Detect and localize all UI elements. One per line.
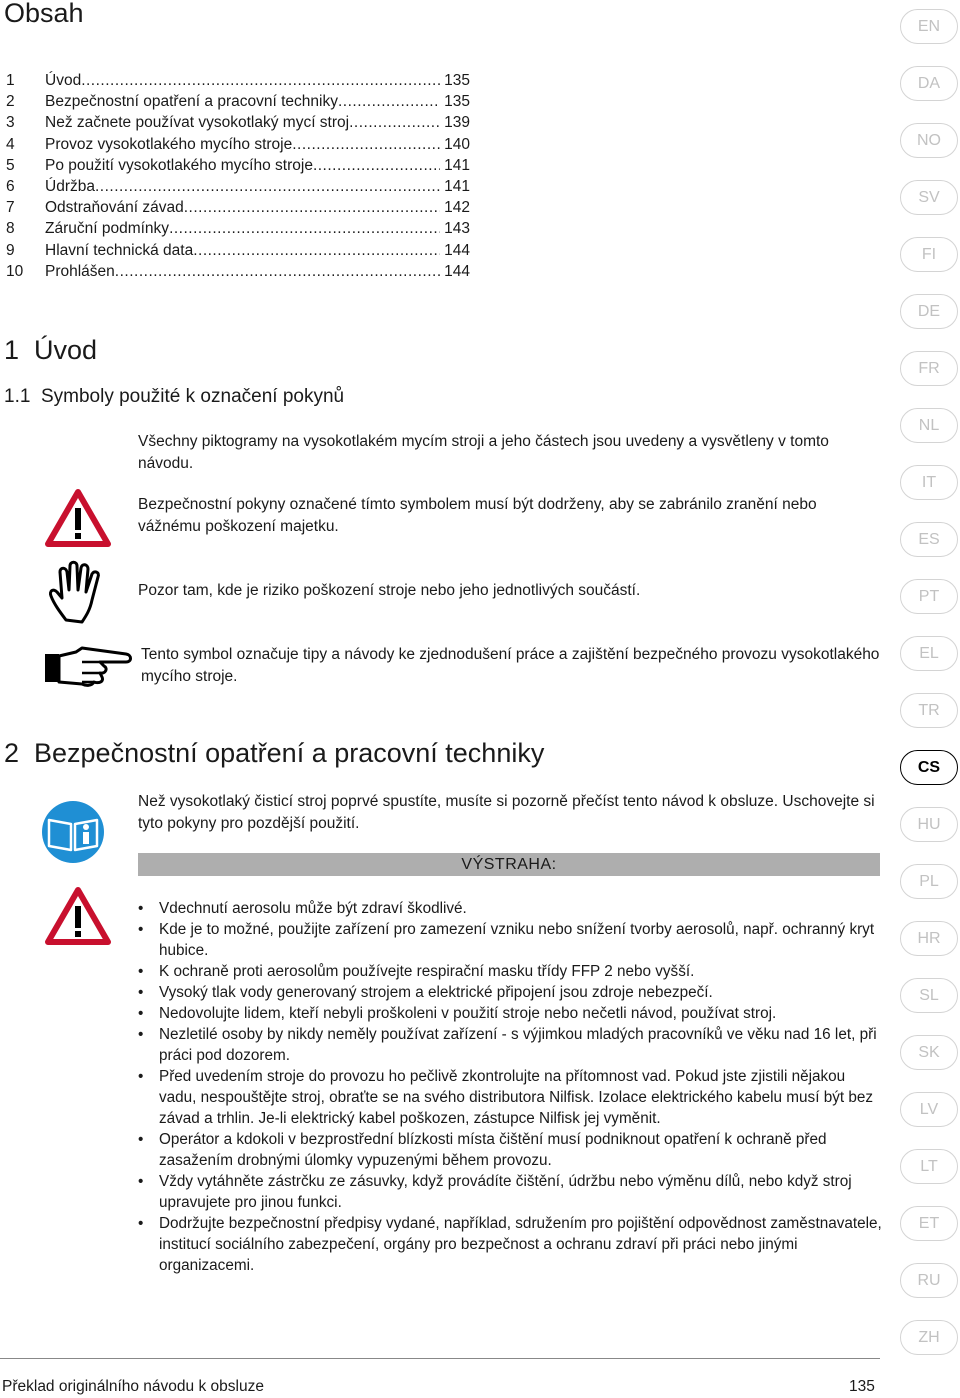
language-tab-fi[interactable]: FI: [900, 237, 958, 272]
warning-banner: VÝSTRAHA:: [138, 853, 880, 876]
warning-list-item: • Před uvedením stroje do provozu ho pečlivě zkontrolujte na přítomnost vad. Pokud jste zjistili nějakou vadu, nespouštějte stroj, obraťte se na svého distributora Nilfisk. Izolace elektrického kabelu musí být bez závad a trhlin. Je-li elektrický kabel poškozen, zástupce Nilfisk jej vyměnit.: [138, 1066, 883, 1129]
toc-number: 4: [6, 135, 15, 153]
language-tab-no[interactable]: NO: [900, 123, 958, 158]
toc-entry[interactable]: [6, 240, 470, 261]
language-tab-fr[interactable]: FR: [900, 351, 958, 386]
tip-symbol-text: Tento symbol označuje tipy a návody ke zjednodušení práce a zajištění bezpečného provozu vysokotlakého mycího stroje.: [141, 646, 880, 685]
toc-title: Odstraňování závad: [45, 199, 184, 217]
language-tab-lt[interactable]: LT: [900, 1149, 958, 1184]
caution-symbol-text: Pozor tam, kde je riziko poškození stroje nebo jeho jednotlivých součástí.: [138, 582, 641, 599]
warning-list-item: • Vždy vytáhněte zástrčku ze zásuvky, když provádíte čištění, údržbu nebo výměnu dílů, nebo když stroj upravujete pro jinou funkci.: [138, 1171, 883, 1213]
warning-list: [138, 898, 883, 1276]
warning-list-item: • Dodržujte bezpečnostní předpisy vydané, například, sdružením pro pojištění odpovědnost zaměstnavatele, institucí sociálního zabezpečení, orgány pro bezpečnost a ochranu zdraví při práci nebo jinými organizacemi.: [138, 1213, 883, 1276]
toc-number: 2: [6, 93, 15, 111]
toc-leader: [184, 197, 440, 218]
language-tab-hu[interactable]: HU: [900, 807, 958, 842]
toc-number: 5: [6, 156, 15, 174]
language-tab-el[interactable]: EL: [900, 636, 958, 671]
language-tab-da[interactable]: DA: [900, 66, 958, 101]
warning-list-item: • Operátor a kdokoli v bezprostřední blízkosti místa čištění musí podniknout opatření k ochraně před zasažením drobnými úlomky vypuzenými během provozu.: [138, 1129, 883, 1171]
toc-leader: [81, 70, 440, 91]
language-tab-sv[interactable]: SV: [900, 180, 958, 215]
toc-number: 7: [6, 199, 15, 217]
language-tab-lv[interactable]: LV: [900, 1092, 958, 1127]
warning-symbol-text: Bezpečnostní pokyny označené tímto symbolem musí být dodrženy, aby se zabránilo zranění nebo vážnému poškození majetku.: [138, 496, 817, 535]
toc-page: 143: [444, 220, 470, 238]
toc-leader: [169, 218, 440, 239]
toc-number: 10: [6, 262, 24, 280]
page-number: 135: [849, 1378, 875, 1395]
toc-entry[interactable]: [6, 91, 470, 112]
language-tab-pt[interactable]: PT: [900, 579, 958, 614]
toc-title: Úvod: [45, 72, 82, 89]
toc-entry[interactable]: [6, 134, 470, 155]
warning-list-item: • Vdechnutí aerosolu může být zdraví škodlivé.: [138, 898, 883, 919]
pointing-hand-icon: [42, 644, 134, 688]
toc-title: Provoz vysokotlakého mycího stroje: [45, 135, 293, 153]
section-2-heading: 2 Bezpečnostní opatření a pracovní techniky: [4, 738, 545, 768]
toc-page: 141: [444, 156, 470, 174]
toc-leader: [95, 176, 440, 197]
toc-leader: [193, 240, 440, 261]
language-tab-ru[interactable]: RU: [900, 1263, 958, 1298]
toc-leader: [292, 134, 440, 155]
toc-title: Než začnete používat vysokotlaký mycí stroj: [45, 114, 350, 132]
toc-number: 8: [6, 220, 15, 238]
toc-number: 1: [6, 72, 15, 89]
warning-list-item: • Nedovolujte lidem, kteří nebyli proškoleni v použití stroje nebo nečetli návod, používat stroj.: [138, 1003, 883, 1024]
language-tab-zh[interactable]: ZH: [900, 1320, 958, 1355]
language-tab-nl[interactable]: NL: [900, 408, 958, 443]
toc-title: Po použití vysokotlakého mycího stroje: [45, 156, 313, 174]
toc-entry[interactable]: [6, 197, 470, 218]
table-of-contents: [6, 70, 470, 282]
language-tab-sl[interactable]: SL: [900, 978, 958, 1013]
toc-entry[interactable]: [6, 176, 470, 197]
stop-hand-icon: [46, 560, 110, 626]
language-tab-it[interactable]: IT: [900, 465, 958, 500]
language-tab-hr[interactable]: HR: [900, 921, 958, 956]
toc-number: 6: [6, 178, 15, 196]
toc-page: 135: [444, 72, 470, 89]
warning-triangle-icon: [44, 886, 112, 946]
footer-text: Překlad originálního návodu k obsluze: [2, 1378, 264, 1395]
language-tab-tr[interactable]: TR: [900, 693, 958, 728]
toc-page: 142: [444, 199, 470, 217]
symbols-intro: Všechny piktogramy na vysokotlakém mycím stroji a jeho částech jsou uvedeny a vysvětleny v tomto návodu.: [138, 433, 829, 472]
toc-entry[interactable]: [6, 70, 470, 91]
section-1-heading: 1 Úvod: [4, 335, 98, 365]
toc-page: 139: [444, 114, 470, 132]
toc-page: 140: [444, 135, 470, 153]
toc-leader: [115, 261, 440, 282]
toc-title: Údržba: [45, 178, 95, 196]
language-tab-et[interactable]: ET: [900, 1206, 958, 1241]
toc-number: 9: [6, 241, 15, 259]
warning-list-item: • K ochraně proti aerosolům používejte respirační masku třídy FFP 2 nebo vyšší.: [138, 961, 883, 982]
toc-entry[interactable]: [6, 112, 470, 133]
toc-entry[interactable]: [6, 261, 470, 282]
warning-list-item: • Kde je to možné, použijte zařízení pro zamezení vzniku nebo snížení tvorby aerosolů, např. ochranný kryt hubice.: [138, 919, 883, 961]
footer-divider: [0, 1358, 880, 1359]
toc-title: Prohlášen: [45, 262, 115, 280]
language-tab-de[interactable]: DE: [900, 294, 958, 329]
section-1-1-heading: 1.1 Symboly použité k označení pokynů: [4, 386, 345, 407]
read-manual-icon: [41, 800, 105, 864]
toc-entry[interactable]: [6, 155, 470, 176]
toc-leader: [338, 91, 440, 112]
language-tab-sk[interactable]: SK: [900, 1035, 958, 1070]
toc-number: 3: [6, 114, 15, 132]
read-manual-text: Než vysokotlaký čisticí stroj poprvé spustíte, musíte si pozorně přečíst tento návod k obsluze. Uschovejte si tyto pokyny pro pozdější použití.: [138, 793, 875, 832]
toc-page: 144: [444, 241, 470, 259]
toc-leader: [313, 155, 440, 176]
toc-leader: [349, 112, 440, 133]
warning-list-item: • Vysoký tlak vody generovaný strojem a elektrické připojení jsou zdroje nebezpečí.: [138, 982, 883, 1003]
toc-entry[interactable]: [6, 218, 470, 239]
page-title: Obsah: [4, 0, 84, 28]
toc-page: 135: [444, 93, 470, 111]
toc-page: 141: [444, 178, 470, 196]
toc-title: Bezpečnostní opatření a pracovní techniky: [45, 93, 338, 111]
warning-triangle-icon: [44, 488, 112, 548]
language-tab-en[interactable]: EN: [900, 9, 958, 44]
language-tab-cs[interactable]: CS: [900, 750, 958, 785]
language-tab-es[interactable]: ES: [900, 522, 958, 557]
language-tab-pl[interactable]: PL: [900, 864, 958, 899]
toc-page: 144: [444, 262, 470, 280]
toc-title: Hlavní technická data: [45, 241, 194, 259]
warning-list-item: • Nezletilé osoby by nikdy neměly používat zařízení - s výjimkou mladých pracovníků ve věku nad 16 let, při práci pod dozorem.: [138, 1024, 883, 1066]
toc-title: Záruční podmínky: [45, 220, 170, 238]
